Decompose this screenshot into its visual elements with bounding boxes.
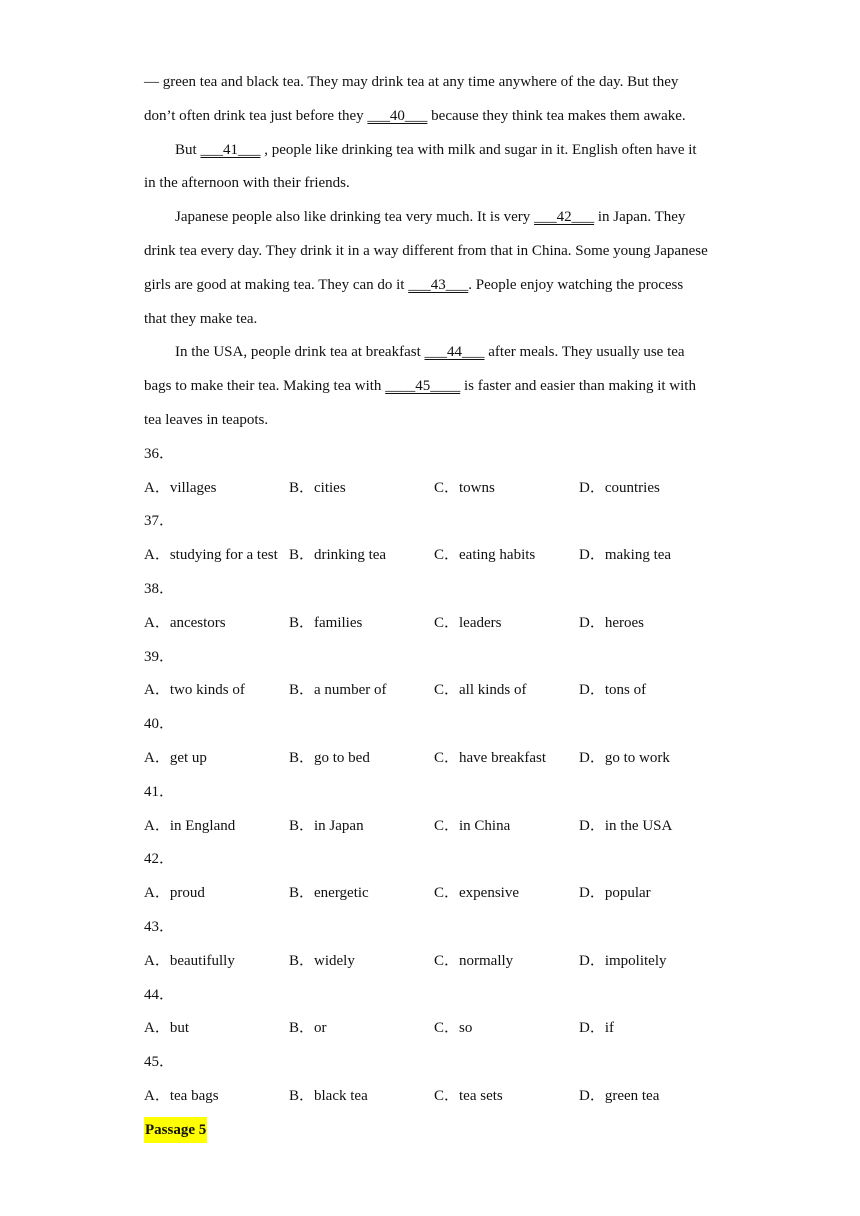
option-d: D．popular (579, 885, 651, 902)
option-a: A．but (144, 1020, 190, 1037)
passage-line (144, 336, 724, 370)
passage-text-run: because they think tea makes them awake. (427, 107, 686, 124)
question-number: 37． (144, 513, 175, 530)
option-d: D．in the USA (579, 817, 673, 834)
option-row (144, 607, 724, 641)
option-a: A．villages (144, 479, 217, 496)
option-b: B．energetic (289, 885, 369, 902)
option-row (144, 742, 724, 776)
option-b: B．in Japan (289, 817, 364, 834)
option-b: B．black tea (289, 1087, 368, 1104)
option-b: B．cities (289, 479, 346, 496)
option-a: A．beautifully (144, 952, 235, 969)
option-row (144, 1012, 724, 1046)
passage-text (144, 66, 724, 438)
document-content (144, 66, 724, 1148)
passage-text-run: in Japan. They (594, 209, 686, 226)
option-row (144, 674, 724, 708)
passage-text-run: But (175, 141, 201, 158)
passage-text-run: , people like drinking tea with milk and sugar in it. English often have it (260, 141, 697, 158)
passage-text-run: that they make tea. (144, 310, 258, 327)
passage-text-run: drink tea every day. They drink it in a way different from that in China. Some young Japanese (144, 242, 708, 259)
option-d: D．if (579, 1020, 614, 1037)
option-d: D．go to work (579, 749, 670, 766)
question-number: 40． (144, 716, 175, 733)
option-c: C．so (434, 1020, 473, 1037)
option-c: C．have breakfast (434, 749, 547, 766)
passage-line (144, 303, 724, 337)
passage-text-run: after meals. They usually use tea (484, 344, 685, 361)
answer-blank: ___43___ (408, 276, 469, 293)
option-c: C．towns (434, 479, 495, 496)
option-a: A．ancestors (144, 614, 226, 631)
option-b: B．widely (289, 952, 355, 969)
passage-line (144, 370, 724, 404)
option-d: D．green tea (579, 1087, 660, 1104)
answer-blank: ____45____ (385, 378, 461, 395)
option-c: C．tea sets (434, 1087, 503, 1104)
answer-blank: ___44___ (424, 344, 485, 361)
passage-line (144, 269, 724, 303)
passage-line (144, 134, 724, 168)
question-number: 45． (144, 1054, 175, 1071)
passage-text-run: Japanese people also like drinking tea very much. It is very (175, 209, 535, 226)
option-a: A．two kinds of (144, 682, 245, 699)
passage-text-run: In the USA, people drink tea at breakfast (175, 344, 425, 361)
option-b: B．drinking tea (289, 547, 387, 564)
passage-text-run: tea leaves in teapots. (144, 411, 269, 428)
question-number: 43． (144, 918, 175, 935)
next-passage-row (144, 1114, 724, 1148)
passage-text-run: girls are good at making tea. They can do it (144, 276, 409, 293)
option-a: A．studying for a test (144, 547, 278, 564)
passage-line (144, 404, 724, 438)
passage-text-run: is faster and easier than making it with (460, 378, 696, 395)
option-b: B．a number of (289, 682, 387, 699)
question-list (144, 438, 724, 1114)
question-number: 39． (144, 648, 175, 665)
option-b: B．or (289, 1020, 327, 1037)
option-row (144, 810, 724, 844)
passage-text-run: bags to make their tea. Making tea with (144, 378, 386, 395)
option-d: D．tons of (579, 682, 647, 699)
passage-text-run: don’t often drink tea just before they (144, 107, 368, 124)
option-b: B．families (289, 614, 363, 631)
option-d: D．making tea (579, 547, 672, 564)
answer-blank: ___41___ (200, 141, 261, 158)
option-a: A．tea bags (144, 1087, 219, 1104)
passage-line (144, 66, 724, 100)
option-c: C．normally (434, 952, 514, 969)
option-a: A．proud (144, 885, 205, 902)
option-a: A．get up (144, 749, 207, 766)
option-c: C．all kinds of (434, 682, 527, 699)
question-number: 38． (144, 580, 175, 597)
question-number: 42． (144, 851, 175, 868)
passage-line (144, 201, 724, 235)
question-number: 44． (144, 986, 175, 1003)
option-d: D．impolitely (579, 952, 667, 969)
option-row (144, 877, 724, 911)
option-row (144, 1080, 724, 1114)
passage-text-run: — green tea and black tea. They may drink tea at any time anywhere of the day. But they (144, 74, 679, 90)
passage-line (144, 235, 724, 269)
passage-text-run: . People enjoy watching the process (468, 276, 684, 293)
option-c: C．leaders (434, 614, 502, 631)
next-passage-label: Passage 5 (144, 1117, 207, 1143)
option-row (144, 945, 724, 979)
question-number: 36． (144, 445, 175, 462)
answer-blank: ___42___ (534, 209, 595, 226)
passage-text-run: in the afternoon with their friends. (144, 175, 350, 192)
option-a: A．in England (144, 817, 236, 834)
option-c: C．eating habits (434, 547, 536, 564)
option-row (144, 472, 724, 506)
answer-blank: ___40___ (367, 107, 428, 124)
option-c: C．in China (434, 817, 511, 834)
option-c: C．expensive (434, 885, 519, 902)
option-d: D．heroes (579, 614, 644, 631)
passage-line (144, 100, 724, 134)
option-row (144, 539, 724, 573)
option-b: B．go to bed (289, 749, 370, 766)
passage-line (144, 167, 724, 201)
option-d: D．countries (579, 479, 660, 496)
question-number: 41． (144, 783, 175, 800)
